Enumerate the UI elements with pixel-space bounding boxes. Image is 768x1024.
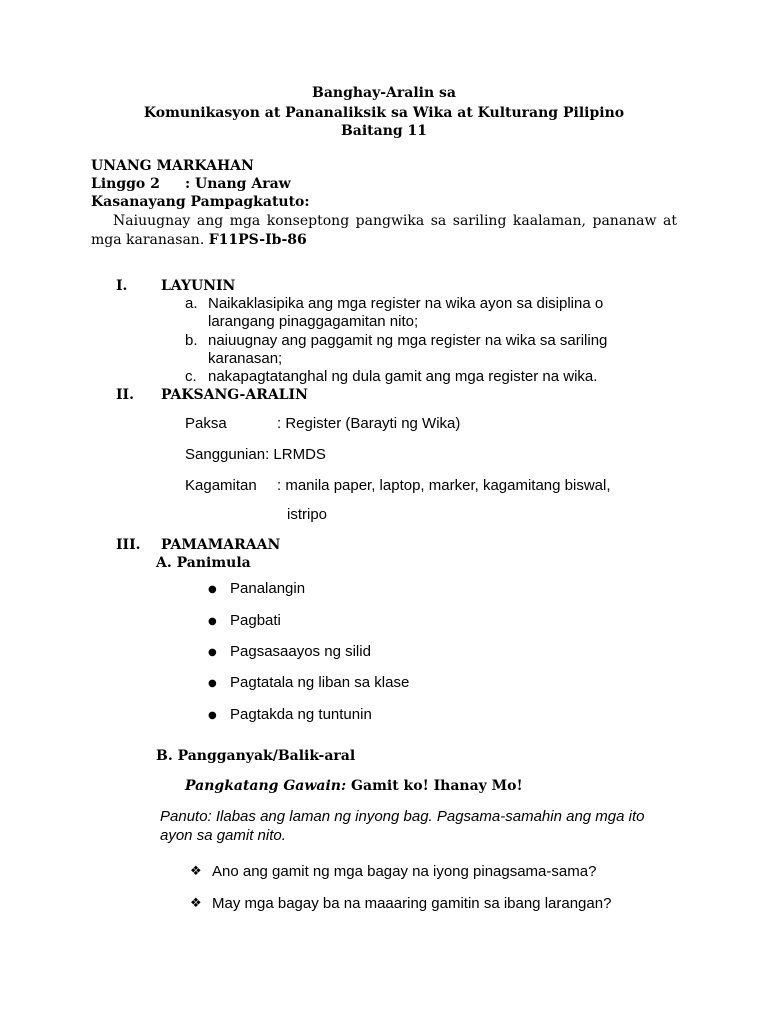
question-1: Ano ang gamit ng mga bagay na iyong pinagsama-sama? bbox=[212, 863, 597, 880]
bullet-item-4: Pagtatala ng liban sa klase bbox=[230, 674, 410, 691]
materials-label: Kagamitan bbox=[185, 477, 257, 494]
topic-label: Paksa bbox=[185, 415, 227, 432]
objective-a-line-1: Naikaklasipika ang mga register na wika ayon sa disiplina o bbox=[208, 295, 604, 312]
objective-a-marker: a. bbox=[185, 295, 198, 312]
diamond-bullet-icon: ❖ bbox=[190, 864, 202, 879]
bullet-icon: ● bbox=[208, 647, 217, 658]
bullet-icon: ● bbox=[208, 616, 217, 627]
day-label: : Unang Araw bbox=[185, 176, 291, 192]
header-line-3: Baitang 11 bbox=[340, 123, 428, 139]
objective-b-line-2: karanasan; bbox=[208, 350, 283, 367]
instructions-line-2: ayon sa gamit nito. bbox=[160, 827, 286, 844]
part-a-heading: A. Panimula bbox=[156, 555, 251, 571]
bullet-item-5: Pagtakda ng tuntunin bbox=[230, 706, 372, 723]
bullet-icon: ● bbox=[208, 678, 217, 689]
reference-text: Sanggunian: LRMDS bbox=[185, 446, 326, 463]
objective-c-line-1: nakapagtatanghal ng dula gamit ang mga register na wika. bbox=[208, 368, 598, 385]
materials-continued: istripo bbox=[287, 506, 328, 523]
section-ii-title: PAKSANG-ARALIN bbox=[161, 387, 308, 403]
activity-label: Pangkatang Gawain: bbox=[185, 778, 347, 794]
materials-value: : manila paper, laptop, marker, kagamitang biswal, bbox=[277, 477, 611, 494]
question-2: May mga bagay ba na maaaring gamitin sa ibang larangan? bbox=[212, 895, 612, 912]
bullet-item-2: Pagbati bbox=[230, 612, 281, 629]
diamond-bullet-icon: ❖ bbox=[190, 896, 202, 911]
section-iii-numeral: III. bbox=[116, 537, 141, 553]
header-line-2: Komunikasyon at Pananaliksik sa Wika at Kulturang Pilipino bbox=[143, 105, 625, 121]
section-iii-title: PAMAMARAAN bbox=[161, 537, 281, 553]
bullet-item-3: Pagsasaayos ng silid bbox=[230, 643, 371, 660]
section-i-title: LAYUNIN bbox=[161, 278, 236, 294]
part-b-heading: B. Pangganyak/Balik-aral bbox=[156, 748, 356, 764]
competency-line-2 bbox=[91, 231, 307, 249]
objective-b-marker: b. bbox=[185, 332, 198, 349]
competency-line-1: Naiuugnay ang mga konseptong pangwika sa sariling kaalaman, pananaw at bbox=[113, 213, 677, 229]
bullet-icon: ● bbox=[208, 710, 217, 721]
week-label: Linggo 2 bbox=[91, 176, 160, 192]
activity-line bbox=[185, 777, 523, 795]
competency-label: Kasanayang Pampagkatuto: bbox=[91, 194, 310, 210]
bullet-icon: ● bbox=[208, 584, 217, 595]
competency-text: mga karanasan. bbox=[91, 232, 205, 248]
competency-code: F11PS-Ib-86 bbox=[208, 232, 307, 248]
topic-value: : Register (Barayti ng Wika) bbox=[277, 415, 461, 432]
header-line-1: Banghay-Aralin sa bbox=[311, 85, 457, 101]
bullet-item-1: Panalangin bbox=[230, 580, 306, 597]
objective-c-marker: c. bbox=[185, 368, 197, 385]
objective-b-line-1: naiuugnay ang paggamit ng mga register na wika sa sariling bbox=[208, 332, 608, 349]
activity-title: Gamit ko! Ihanay Mo! bbox=[351, 778, 523, 794]
instructions-line-1: Panuto: Ilabas ang laman ng inyong bag. Pagsama-samahin ang mga ito bbox=[160, 808, 645, 825]
section-i-numeral: I. bbox=[116, 278, 128, 294]
quarter-heading: UNANG MARKAHAN bbox=[91, 158, 254, 174]
section-ii-numeral: II. bbox=[116, 387, 134, 403]
objective-a-line-2: larangang pinaggagamitan nito; bbox=[208, 313, 419, 330]
